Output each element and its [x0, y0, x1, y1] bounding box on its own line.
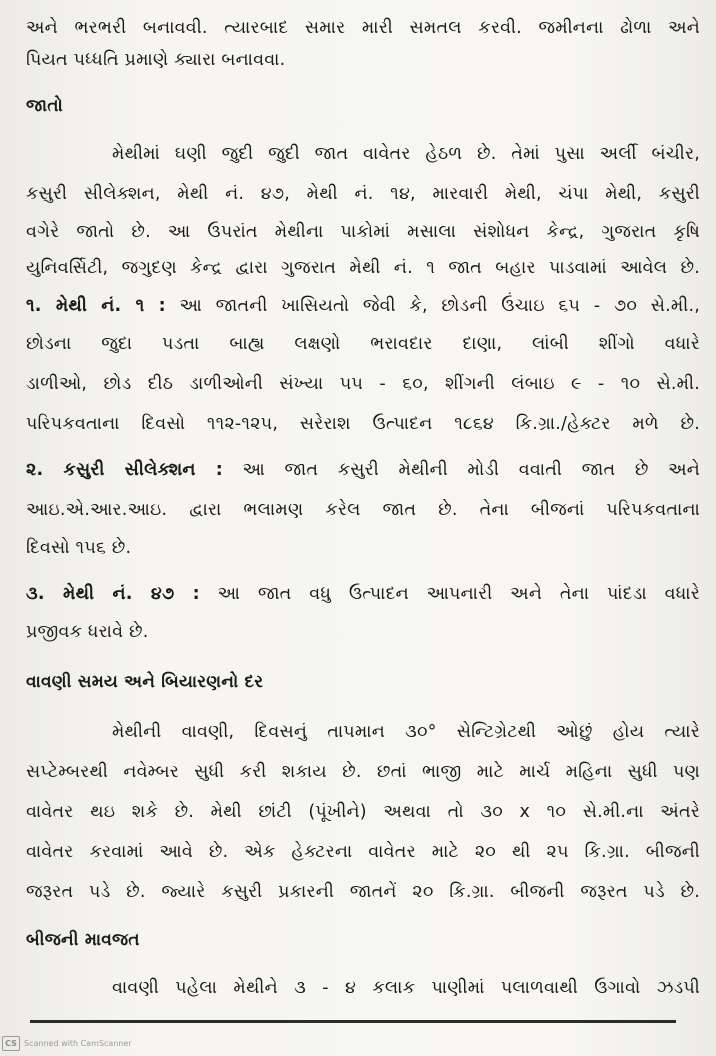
variety1-line-1 [26, 292, 700, 320]
variety2-line-2: આઇ.એ.આર.આઇ. દ્વારા ભલામણ કરેલ જાત છે. તેના બીજનાં પરિપકવતાના [26, 500, 700, 520]
varieties-line-3: વગેરે જાતો છે. આ ઉપરાંત મેથીના પાકોમાં મસાલા સંશોધન કેન્દ્ર, ગુજરાત કૃષિ [26, 222, 700, 242]
watermark-text: Scanned with CamScanner [24, 1038, 132, 1048]
varieties-line-1: મેથીમાં ઘણી જુદી જુદી જાત વાવેતર હેઠળ છે. તેમાં પુસા અર્લી બંચીર, [112, 144, 700, 164]
variety1-line-3: ડાળીઓ, છોડ દીઠ ડાળીઓની સંખ્યા ૫૫ - ૬૦, શીંગની લંબાઇ ૯ - ૧૦ સે.મી. [26, 374, 700, 394]
sowing-line-1: મેથીની વાવણી, દિવસનું તાપમાન ૩૦° સેન્ટિગ્રેટથી ઓછું હોય ત્યારે [112, 722, 700, 742]
varieties-line-2: કસુરી સીલેક્શન, મેથી નં. ૪૭, મેથી નં. ૧૪, મારવારી મેથી, ચંપા મેથી, કસુરી [26, 184, 700, 204]
intro-line-1: અને ભરભરી બનાવવી. ત્યારબાદ સમાર મારી સમતલ કરવી. જમીનના ઢોળા અને [26, 18, 700, 38]
sowing-line-2: સપ્ટેમ્બરથી નવેમ્બર સુધી કરી શકાય છે. છતાં ભાજી માટે માર્ચ મહિના સુધી પણ [26, 762, 700, 782]
variety2-line-1 [26, 456, 700, 484]
scanner-watermark [2, 1034, 132, 1052]
seed-line-1: વાવણી પહેલા મેથીને ૩ - ૪ કલાક પાણીમાં પલાળવાથી ઉગાવો ઝડપી [112, 978, 700, 998]
camscanner-logo: CS [2, 1036, 20, 1051]
variety2-text-1: આ જાત કસુરી મેથીની મોડી વવાતી જાત છે અને [242, 460, 701, 480]
variety3-text-1: આ જાત વધુ ઉત્પાદન આપનારી અને તેના પાંદડા વધારે [217, 584, 700, 604]
variety1-line-2: છોડના જુદા પડતા બાહ્ય લક્ષણો ભરાવદાર દાણા, લાંબી શીંગો વધારે [26, 334, 700, 354]
variety3-title: ૩. મેથી નં. ૪૭ : [26, 584, 200, 604]
variety1-text-1: આ જાતની ખાસિયતો જેવી કે, છોડની ઉંચાઇ ૬૫ - ૭૦ સે.મી., [179, 296, 700, 316]
variety1-line-4: પરિપકવતાના દિવસો ૧૧૨-૧૨૫, સરેરાશ ઉત્પાદન ૧૮૬૪ કિ.ગ્રા./હેક્ટર મળે છે. [26, 414, 700, 434]
sowing-line-5: જરૂરત પડે છે. જ્યારે કસુરી પ્રકારની જાતનેં ૨૦ કિ.ગ્રા. બીજની જરૂરત પડે છે. [26, 882, 700, 902]
variety3-line-1 [26, 580, 700, 608]
page-bottom-rule [30, 1020, 676, 1023]
variety1-title: ૧. મેથી નં. ૧ : [26, 296, 166, 316]
varieties-line-4: યુનિવર્સિટી, જગુદણ કેન્દ્ર દ્વારા ગુજરાત મેથી નં. ૧ જાત બહાર પાડવામાં આવેલ છે. [26, 258, 700, 278]
variety2-line-3: દિવસો ૧૫૬ છે. [26, 538, 132, 558]
heading-varieties: જાતો [26, 96, 63, 116]
variety3-line-2: પ્રજીવક ધરાવે છે. [26, 622, 149, 642]
heading-seed-treatment: બીજની માવજત [26, 930, 140, 950]
variety2-title: ૨. કસુરી સીલેક્શન : [26, 460, 223, 480]
intro-line-2: પિયત પધ્ધતિ પ્રમાણે ક્યારા બનાવવા. [26, 50, 286, 70]
sowing-line-3: વાવેતર થઇ શકે છે. મેથી છાંટી (પૂંખીને) અથવા તો ૩૦ x ૧૦ સે.મી.ના અંતરે [26, 802, 700, 822]
sowing-line-4: વાવેતર કરવામાં આવે છે. એક હેક્ટરના વાવેતર માટે ૨૦ થી ૨૫ કિ.ગ્રા. બીજની [26, 842, 700, 862]
heading-sowing: વાવણી સમય અને બિયારણનો દર [26, 672, 264, 692]
